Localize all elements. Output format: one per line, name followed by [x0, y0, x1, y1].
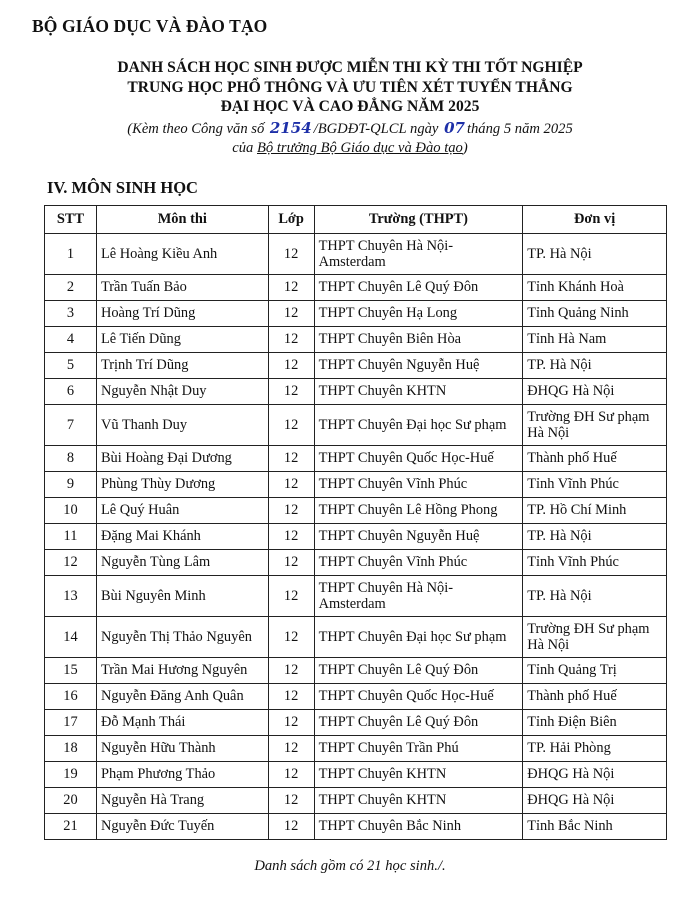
cell-grade: 12 — [268, 617, 314, 658]
cell-stt: 2 — [45, 275, 97, 301]
cell-grade: 12 — [268, 405, 314, 446]
cell-name: Phạm Phương Thảo — [96, 762, 268, 788]
cell-grade: 12 — [268, 498, 314, 524]
cell-grade: 12 — [268, 814, 314, 840]
cell-unit: ĐHQG Hà Nội — [523, 379, 667, 405]
cell-unit: TP. Hà Nội — [523, 576, 667, 617]
table-row — [45, 327, 667, 353]
cell-unit: Tỉnh Quảng Ninh — [523, 301, 667, 327]
table-row — [45, 405, 667, 446]
cell-stt: 20 — [45, 788, 97, 814]
title-line-2: TRUNG HỌC PHỔ THÔNG VÀ ƯU TIÊN XÉT TUYỂN THẲNG — [127, 78, 573, 96]
cell-stt: 11 — [45, 524, 97, 550]
table-row — [45, 576, 667, 617]
cell-stt: 15 — [45, 658, 97, 684]
reference-mid: /BGDĐT-QLCL ngày — [313, 120, 439, 137]
cell-name: Lê Hoàng Kiều Anh — [96, 234, 268, 275]
cell-name: Nguyễn Tùng Lâm — [96, 550, 268, 576]
cell-unit: Tỉnh Hà Nam — [523, 327, 667, 353]
cell-stt: 16 — [45, 684, 97, 710]
cell-grade: 12 — [268, 788, 314, 814]
cell-grade: 12 — [268, 234, 314, 275]
cell-name: Hoàng Trí Dũng — [96, 301, 268, 327]
cell-school: THPT Chuyên Quốc Học-Huế — [314, 446, 523, 472]
header-unit: Đơn vị — [523, 206, 667, 234]
header-name: Môn thi — [96, 206, 268, 234]
cell-unit: Tỉnh Vĩnh Phúc — [523, 550, 667, 576]
cell-school: THPT Chuyên Nguyễn Huệ — [314, 524, 523, 550]
cell-stt: 8 — [45, 446, 97, 472]
cell-school: THPT Chuyên Hà Nội-Amsterdam — [314, 234, 523, 275]
cell-unit: Tỉnh Vĩnh Phúc — [523, 472, 667, 498]
table-row — [45, 446, 667, 472]
cell-school: THPT Chuyên Lê Quý Đôn — [314, 710, 523, 736]
cell-stt: 21 — [45, 814, 97, 840]
cell-name: Nguyễn Thị Thảo Nguyên — [96, 617, 268, 658]
table-row — [45, 762, 667, 788]
cell-name: Trần Mai Hương Nguyên — [96, 658, 268, 684]
cell-name: Bùi Hoàng Đại Dương — [96, 446, 268, 472]
cell-grade: 12 — [268, 472, 314, 498]
cell-grade: 12 — [268, 684, 314, 710]
document-title-block — [0, 58, 700, 158]
cell-name: Lê Tiến Dũng — [96, 327, 268, 353]
cell-stt: 7 — [45, 405, 97, 446]
cell-name: Lê Quý Huân — [96, 498, 268, 524]
cell-unit: TP. Hải Phòng — [523, 736, 667, 762]
cell-grade: 12 — [268, 550, 314, 576]
cell-unit: Trường ĐH Sư phạm Hà Nội — [523, 617, 667, 658]
cell-stt: 10 — [45, 498, 97, 524]
section-heading: IV. MÔN SINH HỌC — [47, 178, 198, 197]
table-row — [45, 736, 667, 762]
cell-name: Nguyễn Đức Tuyến — [96, 814, 268, 840]
reference-line — [0, 119, 700, 139]
cell-grade: 12 — [268, 762, 314, 788]
cell-school: THPT Chuyên Biên Hòa — [314, 327, 523, 353]
cell-school: THPT Chuyên Đại học Sư phạm — [314, 617, 523, 658]
cell-unit: Thành phố Huế — [523, 684, 667, 710]
cell-unit: Thành phố Huế — [523, 446, 667, 472]
cell-grade: 12 — [268, 524, 314, 550]
title-line-3: ĐẠI HỌC VÀ CAO ĐẲNG NĂM 2025 — [220, 98, 480, 115]
table-row — [45, 234, 667, 275]
cell-school: THPT Chuyên Hạ Long — [314, 301, 523, 327]
cell-name: Nguyễn Nhật Duy — [96, 379, 268, 405]
cell-stt: 4 — [45, 327, 97, 353]
cell-school: THPT Chuyên Đại học Sư phạm — [314, 405, 523, 446]
cell-name: Trần Tuấn Bảo — [96, 275, 268, 301]
cell-unit: Tỉnh Khánh Hoà — [523, 275, 667, 301]
cell-stt: 3 — [45, 301, 97, 327]
cell-grade: 12 — [268, 275, 314, 301]
cell-stt: 1 — [45, 234, 97, 275]
cell-school: THPT Chuyên Bắc Ninh — [314, 814, 523, 840]
cell-name: Phùng Thùy Dương — [96, 472, 268, 498]
cell-name: Nguyễn Đăng Anh Quân — [96, 684, 268, 710]
table-row — [45, 788, 667, 814]
table-row — [45, 353, 667, 379]
cell-unit: Trường ĐH Sư phạm Hà Nội — [523, 405, 667, 446]
cell-grade: 12 — [268, 446, 314, 472]
authority-prefix: của — [232, 139, 254, 156]
cell-stt: 19 — [45, 762, 97, 788]
table-row — [45, 472, 667, 498]
cell-school: THPT Chuyên Quốc Học-Huế — [314, 684, 523, 710]
cell-unit: TP. Hồ Chí Minh — [523, 498, 667, 524]
reference-suffix: tháng 5 năm 2025 — [466, 120, 573, 137]
cell-name: Đặng Mai Khánh — [96, 524, 268, 550]
cell-school: THPT Chuyên KHTN — [314, 788, 523, 814]
cell-stt: 13 — [45, 576, 97, 617]
cell-unit: Tỉnh Bắc Ninh — [523, 814, 667, 840]
cell-unit: Tỉnh Điện Biên — [523, 710, 667, 736]
authority-suffix: ) — [462, 139, 468, 156]
cell-school: THPT Chuyên Hà Nội-Amsterdam — [314, 576, 523, 617]
cell-stt: 5 — [45, 353, 97, 379]
cell-school: THPT Chuyên KHTN — [314, 379, 523, 405]
student-table — [44, 205, 667, 840]
reference-prefix: (Kèm theo Công văn số — [127, 120, 265, 137]
cell-school: THPT Chuyên Lê Hồng Phong — [314, 498, 523, 524]
cell-stt: 9 — [45, 472, 97, 498]
cell-unit: ĐHQG Hà Nội — [523, 788, 667, 814]
cell-school: THPT Chuyên Trần Phú — [314, 736, 523, 762]
cell-grade: 12 — [268, 379, 314, 405]
handwritten-day: 07 — [444, 118, 465, 137]
table-row — [45, 301, 667, 327]
cell-stt: 18 — [45, 736, 97, 762]
handwritten-document-number: 2154 — [269, 118, 312, 137]
table-row — [45, 524, 667, 550]
cell-grade: 12 — [268, 710, 314, 736]
cell-name: Vũ Thanh Duy — [96, 405, 268, 446]
cell-school: THPT Chuyên Lê Quý Đôn — [314, 275, 523, 301]
table-header-row — [45, 206, 667, 234]
header-school: Trường (THPT) — [314, 206, 523, 234]
header-grade: Lớp — [268, 206, 314, 234]
cell-unit: Tỉnh Quảng Trị — [523, 658, 667, 684]
cell-grade: 12 — [268, 301, 314, 327]
title-line-1: DANH SÁCH HỌC SINH ĐƯỢC MIỄN THI KỲ THI TỐT NGHIỆP — [117, 59, 583, 76]
table-row — [45, 684, 667, 710]
cell-unit: TP. Hà Nội — [523, 353, 667, 379]
table-row — [45, 275, 667, 301]
cell-school: THPT Chuyên Vĩnh Phúc — [314, 472, 523, 498]
cell-grade: 12 — [268, 576, 314, 617]
ministry-header: BỘ GIÁO DỤC VÀ ĐÀO TẠO — [32, 16, 268, 36]
cell-name: Bùi Nguyên Minh — [96, 576, 268, 617]
cell-unit: ĐHQG Hà Nội — [523, 762, 667, 788]
cell-school: THPT Chuyên KHTN — [314, 762, 523, 788]
table-row — [45, 379, 667, 405]
table-row — [45, 550, 667, 576]
cell-stt: 14 — [45, 617, 97, 658]
table-row — [45, 814, 667, 840]
header-stt: STT — [45, 206, 97, 234]
table-row — [45, 617, 667, 658]
cell-school: THPT Chuyên Vĩnh Phúc — [314, 550, 523, 576]
cell-school: THPT Chuyên Lê Quý Đôn — [314, 658, 523, 684]
table-row — [45, 498, 667, 524]
cell-grade: 12 — [268, 658, 314, 684]
cell-stt: 17 — [45, 710, 97, 736]
cell-stt: 12 — [45, 550, 97, 576]
cell-grade: 12 — [268, 327, 314, 353]
list-summary: Danh sách gồm có 21 học sinh./. — [254, 858, 446, 874]
cell-grade: 12 — [268, 736, 314, 762]
cell-unit: TP. Hà Nội — [523, 234, 667, 275]
cell-unit: TP. Hà Nội — [523, 524, 667, 550]
table-row — [45, 658, 667, 684]
cell-stt: 6 — [45, 379, 97, 405]
cell-grade: 12 — [268, 353, 314, 379]
authority-name: Bộ trưởng Bộ Giáo dục và Đào tạo — [257, 139, 463, 156]
cell-name: Đỗ Mạnh Thái — [96, 710, 268, 736]
reference-authority-line — [0, 139, 700, 158]
cell-name: Nguyễn Hữu Thành — [96, 736, 268, 762]
cell-name: Nguyễn Hà Trang — [96, 788, 268, 814]
cell-name: Trịnh Trí Dũng — [96, 353, 268, 379]
table-row — [45, 710, 667, 736]
cell-school: THPT Chuyên Nguyễn Huệ — [314, 353, 523, 379]
